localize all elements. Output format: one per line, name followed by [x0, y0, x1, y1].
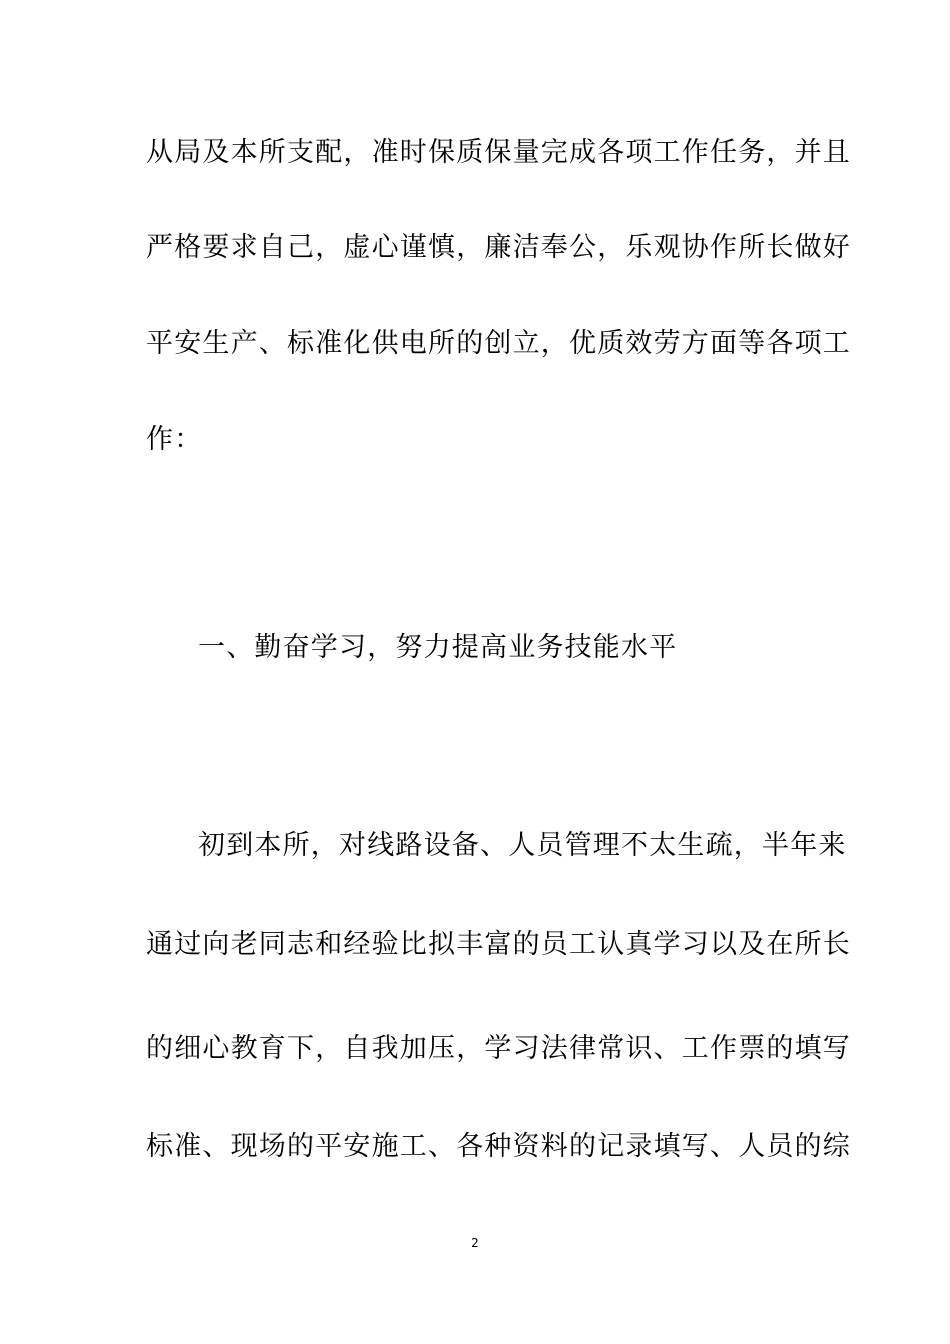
paragraph-1-line-1: 从局及本所支配，准时保质保量完成各项工作任务，并且 [146, 137, 851, 168]
paragraph-1-line-4: 作： [146, 424, 203, 455]
page-number: 2 [471, 1236, 479, 1250]
section-heading: 一、勤奋学习，努力提高业务技能水平 [198, 632, 678, 663]
paragraph-1-line-3: 平安生产、标准化供电所的创立，优质效劳方面等各项工 [146, 328, 851, 359]
paragraph-2-line-3: 的细心教育下，自我加压，学习法律常识、工作票的填写 [146, 1033, 851, 1064]
paragraph-2-line-1: 初到本所，对线路设备、人员管理不太生疏，半年来 [198, 830, 847, 861]
paragraph-2-line-4: 标准、现场的平安施工、各种资料的记录填写、人员的综 [146, 1131, 851, 1162]
paragraph-1-line-2: 严格要求自己，虚心谨慎，廉洁奉公，乐观协作所长做好 [146, 232, 851, 263]
paragraph-2-line-2: 通过向老同志和经验比拟丰富的员工认真学习以及在所长 [146, 929, 851, 960]
